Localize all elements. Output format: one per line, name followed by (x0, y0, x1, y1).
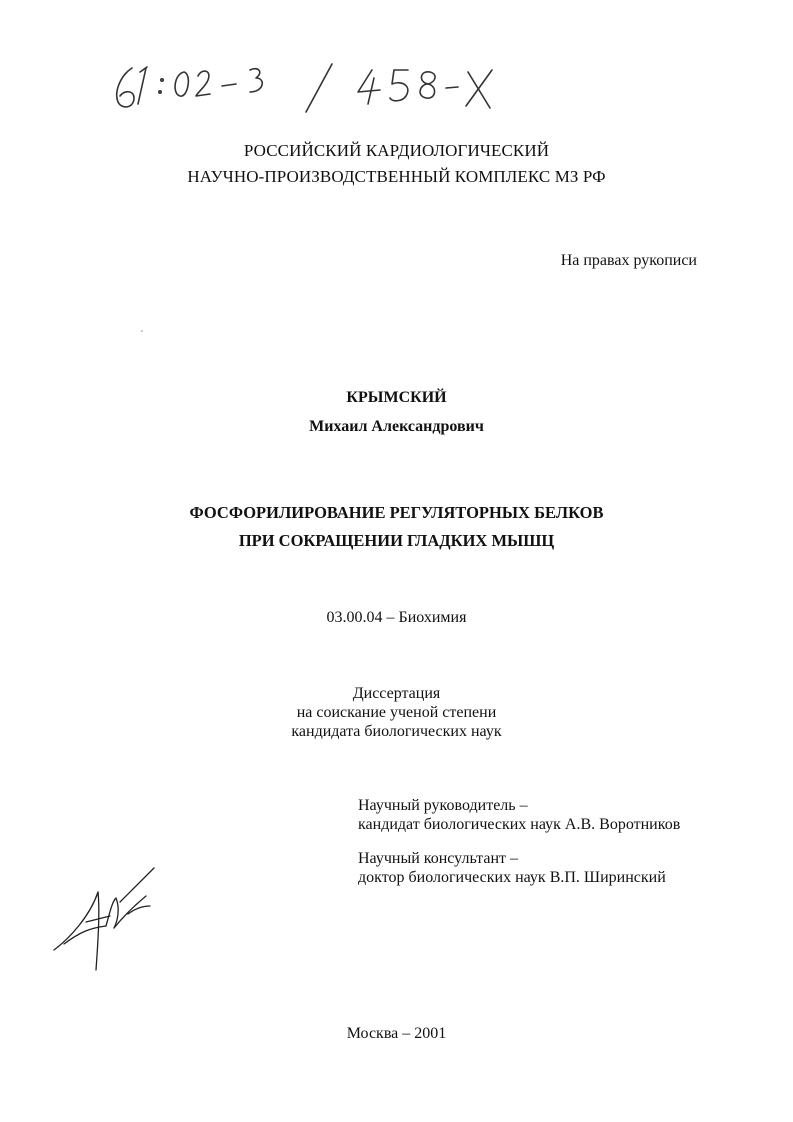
title-line-1: ФОСФОРИЛИРОВАНИЕ РЕГУЛЯТОРНЫХ БЕЛКОВ (189, 503, 604, 522)
handwritten-signature (50, 862, 160, 972)
organization-line-2: НАУЧНО-ПРОИЗВОДСТВЕННЫЙ КОМПЛЕКС МЗ РФ (187, 167, 606, 186)
degree-line-1: Диссертация (352, 685, 441, 702)
manuscript-note: На правах рукописи (560, 252, 697, 269)
organization-header (0, 138, 793, 190)
specialty-code: 03.00.04 – Биохимия (326, 609, 467, 626)
consultant-role: Научный консультант – (358, 850, 518, 867)
place-and-year: Москва – 2001 (346, 1025, 447, 1042)
advisors-block (358, 796, 680, 887)
author-surname: КРЫМСКИЙ (346, 389, 447, 406)
consultant-name: доктор биологических наук В.П. Ширинский (358, 869, 666, 886)
handwritten-archive-code (110, 62, 500, 114)
degree-statement (0, 684, 793, 741)
author-given-names: Михаил Александрович (309, 418, 484, 435)
supervisor-name: кандидат биологических наук А.В. Воротников (358, 816, 681, 833)
organization-line-1: РОССИЙСКИЙ КАРДИОЛОГИЧЕСКИЙ (243, 141, 550, 160)
degree-line-2: на соискание ученой степени (296, 704, 497, 721)
degree-line-3: кандидата биологических наук (291, 723, 502, 740)
scan-speck (141, 330, 143, 332)
supervisor-role: Научный руководитель – (358, 797, 528, 814)
title-line-2: ПРИ СОКРАЩЕНИИ ГЛАДКИХ МЫШЦ (238, 531, 555, 550)
dissertation-title (0, 499, 793, 555)
